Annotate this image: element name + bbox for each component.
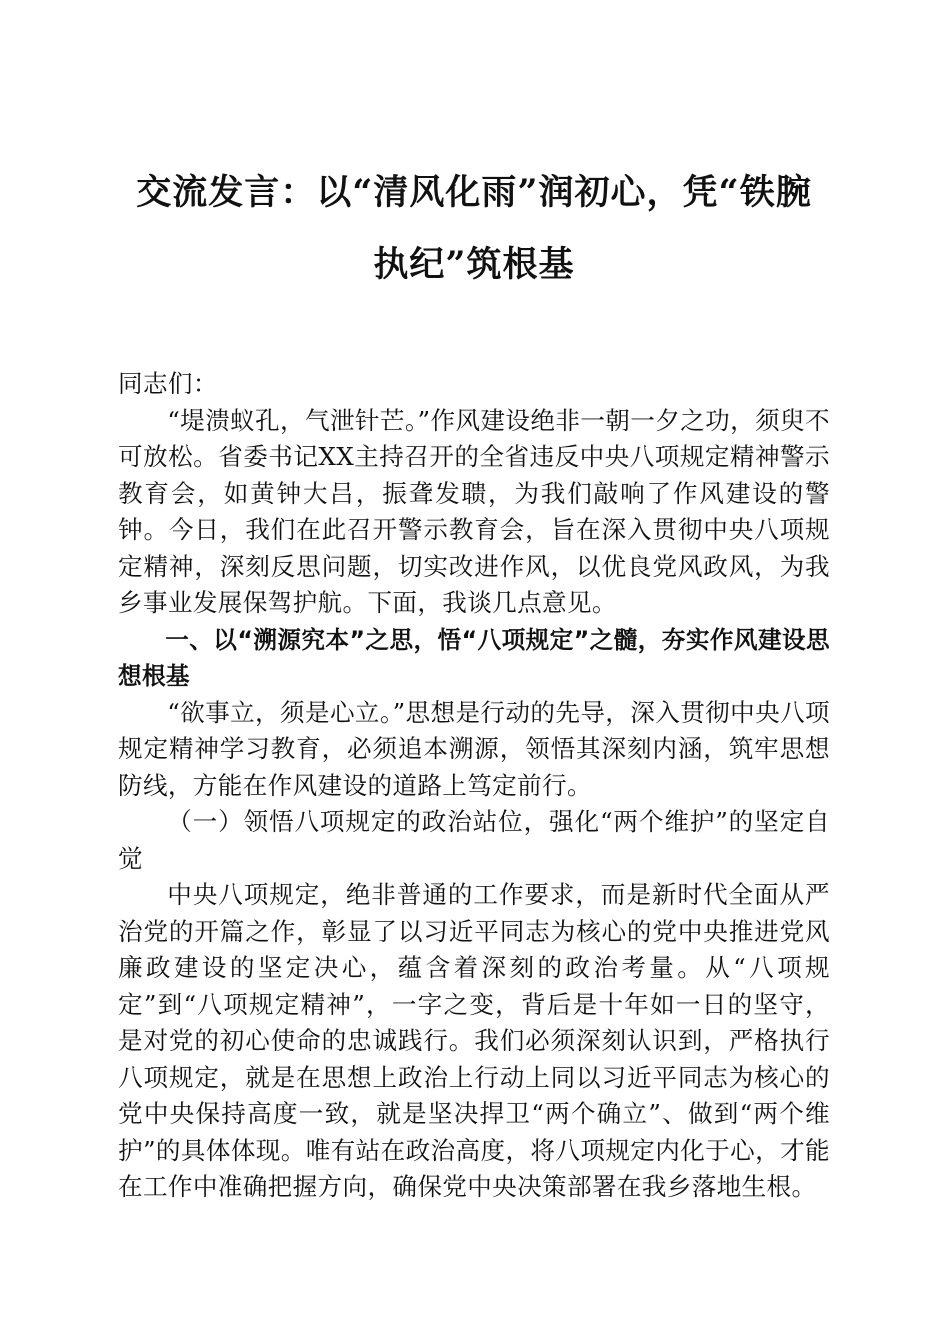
greeting: 同志们： (118, 369, 218, 398)
intro-paragraph: “堤溃蚁孔，气泄针芒。”作风建设绝非一朝一夕之功，须臾不可放松。省委书记XX主持召开的全省违反中央八项规定精神警示教育会，如黄钟大吕，振聋发聩，为我们敲响了作风建设的警钟。今日，我们在此召开警示教育会，旨在深入贯彻中央八项规定精神，深刻反思问题，切实改进作风，以优良党风政风，为我乡事业发展保驾护航。下面，我谈几点意见。 (118, 405, 830, 617)
section-heading-1: 一、以“溯源究本”之思，悟“八项规定”之髓，夯实作风建设思想根基 (118, 625, 830, 690)
section-1-paragraph: “欲事立，须是心立。”思想是行动的先导，深入贯彻中央八项规定精神学习教育，必须追本溯源，领悟其深刻内涵，筑牢思想防线，方能在作风建设的道路上笃定前行。 (118, 697, 830, 800)
subsection-1-paragraph: 中央八项规定，绝非普通的工作要求，而是新时代全面从严治党的开篇之作，彰显了以习近平同志为核心的党中央推进党风廉政建设的坚定决心，蕴含着深刻的政治考量。从“八项规定”到“八项规定精神”，一字之变，背后是十年如一日的坚守，是对党的初心使命的忠诚践行。我们必须深刻认识到，严格执行八项规定，就是在思想上政治上行动上同以习近平同志为核心的党中央保持高度一致，就是坚决捍卫“两个确立”、做到“两个维护”的具体体现。唯有站在政治高度，将八项规定内化于心，才能在工作中准确把握方向，确保党中央决策部署在我乡落地生根。 (118, 880, 830, 1201)
document-body (118, 366, 830, 1206)
document-title-line-2: 执纪”筑根基 (373, 244, 575, 285)
subsection-heading-1: （一）领悟八项规定的政治站位，强化“两个维护”的坚定自觉 (118, 807, 830, 873)
document-title-line-1: 交流发言：以“清风化雨”润初心，凭“铁腕 (136, 172, 812, 213)
